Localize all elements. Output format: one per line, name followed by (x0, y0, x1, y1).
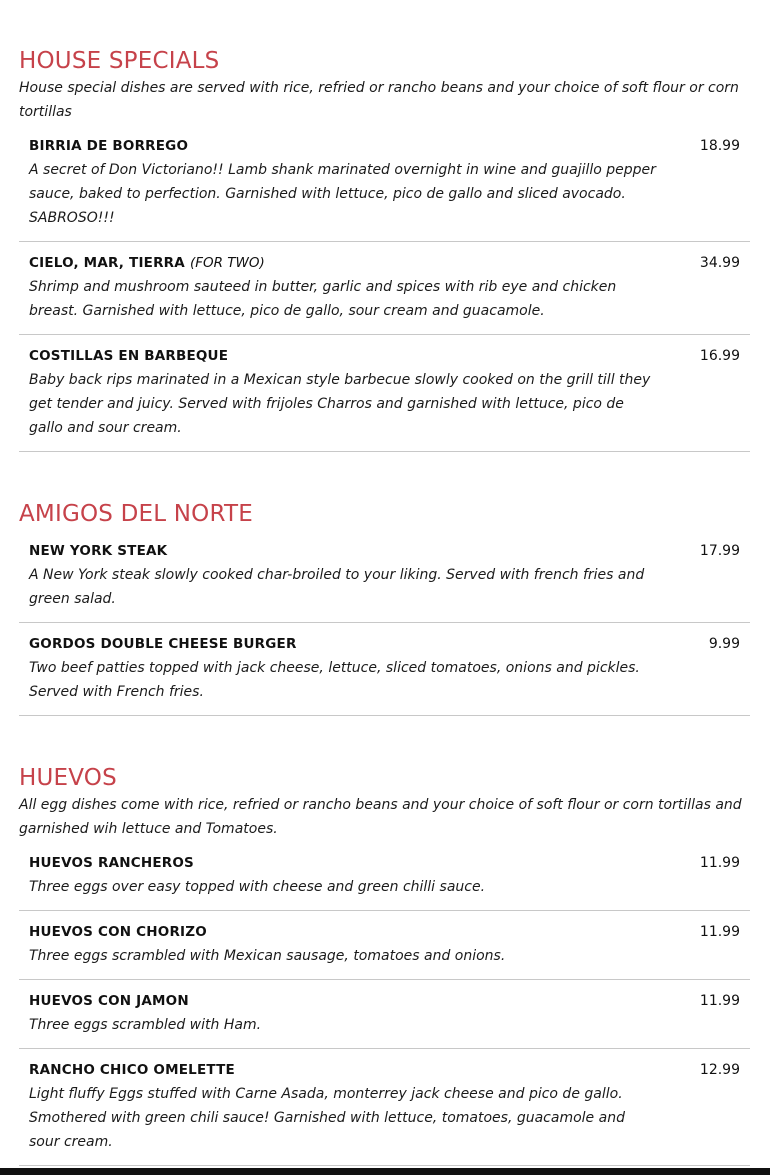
item-name: HUEVOS RANCHEROS (29, 855, 194, 871)
item-description: A New York steak slowly cooked char-broiled to your liking. Served with french fries and green salad. (29, 567, 645, 607)
item-price: 11.99 (699, 855, 740, 871)
menu-item (19, 344, 750, 452)
item-description: Shrimp and mushroom sauteed in butter, garlic and spices with rib eye and chicken breast. Garnished with lettuce, pico de gallo, sour cream and guacamole. (29, 279, 617, 319)
menu-item (19, 1058, 750, 1166)
item-price: 16.99 (699, 348, 740, 364)
item-price: 11.99 (699, 993, 740, 1009)
section-title: HOUSE SPECIALS (19, 48, 220, 74)
menu-item (19, 989, 750, 1049)
item-description: Three eggs scrambled with Ham. (29, 1017, 262, 1033)
section-title: HUEVOS (19, 765, 117, 791)
item-description: Two beef patties topped with jack cheese, lettuce, sliced tomatoes, onions and pickles. Served with French fries. (29, 660, 640, 700)
item-name: BIRRIA DE BORREGO (29, 138, 189, 154)
section-note: House special dishes are served with rice, refried or rancho beans and your choice of soft flour or corn tortillas (19, 80, 739, 120)
item-price: 17.99 (699, 543, 740, 559)
item-name: RANCHO CHICO OMELETTE (29, 1062, 235, 1078)
item-price: 34.99 (699, 255, 740, 271)
item-description: A secret of Don Victoriano!! Lamb shank marinated overnight in wine and guajillo pepper sauce, baked to perfection. Garnished with lettuce, pico de gallo and sliced avocado. SABROSO!!! (29, 162, 656, 226)
item-name: HUEVOS CON CHORIZO (29, 924, 207, 940)
section-title: AMIGOS DEL NORTE (19, 501, 253, 527)
section-note: All egg dishes come with rice, refried or rancho beans and your choice of soft flour or corn tortillas and garnished wih lettuce and Tomatoes. (19, 797, 742, 837)
menu-item (19, 251, 750, 335)
menu-item (19, 539, 750, 623)
menu-item (19, 851, 750, 911)
item-description: Three eggs over easy topped with cheese and green chilli sauce. (29, 879, 486, 895)
item-price: 18.99 (699, 138, 740, 154)
item-name: GORDOS DOUBLE CHEESE BURGER (29, 636, 297, 652)
menu-item (19, 134, 750, 242)
menu-item (19, 632, 750, 716)
item-description: Baby back rips marinated in a Mexican style barbecue slowly cooked on the grill till they get tender and juicy. Served with frijoles Charros and garnished with lettuce, pico de gallo and sour cream. (29, 372, 651, 436)
item-description: Light fluffy Eggs stuffed with Carne Asada, monterrey jack cheese and pico de gallo. Smothered with green chili sauce! Garnished with lettuce, tomatoes, guacamole and sour cream. (29, 1086, 625, 1150)
bottom-edge-bar (0, 1168, 770, 1175)
menu-item (19, 920, 750, 980)
item-price: 11.99 (699, 924, 740, 940)
item-price: 9.99 (708, 636, 740, 652)
item-name-extra: (FOR TWO) (189, 255, 265, 271)
item-name: HUEVOS CON JAMON (29, 993, 189, 1009)
item-description: Three eggs scrambled with Mexican sausage, tomatoes and onions. (29, 948, 506, 964)
item-name: CIELO, MAR, TIERRA (FOR TWO) (29, 255, 265, 271)
item-name: NEW YORK STEAK (29, 543, 168, 559)
item-price: 12.99 (699, 1062, 740, 1078)
item-name: COSTILLAS EN BARBEQUE (29, 348, 229, 364)
